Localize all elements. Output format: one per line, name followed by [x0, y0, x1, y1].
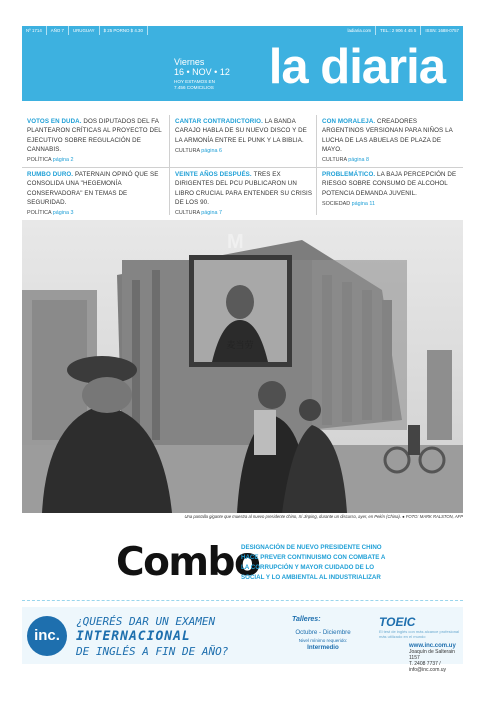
phone-label: TEL.: 2 906 4 45 5 [376, 26, 421, 35]
edition-number: Nº 1714 [22, 26, 47, 35]
masthead [22, 35, 463, 101]
screen-sign-text: 麦当劳 [226, 340, 254, 350]
newspaper-logo[interactable]: la diaria [268, 40, 445, 94]
teaser-1[interactable] [27, 117, 165, 163]
main-deck: DESIGNACIÓN DE NUEVO PRESIDENTE CHINO HACE PREVER CONTINUISMO CON COMBATE A LA CORRUPCIÓN Y MAYOR CUIDADO DE LO SOCIAL Y LO AMBIENTAL AL INDUSTRIALIZAR [241, 544, 386, 581]
issue-day: Viernes [174, 57, 205, 67]
teaser-page: página 11 [351, 200, 375, 207]
teaser-headline: RUMBO DURO. [27, 171, 74, 178]
ad-phone: T. 2408 7737 / info@inc.com.uy [409, 661, 447, 673]
masthead-note-2: 7.456 COMICILIOS [174, 85, 214, 90]
workshops-info [288, 629, 358, 652]
teaser-page: página 2 [52, 157, 74, 164]
teaser-section: CULTURA [175, 147, 200, 154]
teaser-headline: CANTAR CONTRADICTORIO. [175, 118, 263, 125]
ad-line-3: DE INGLÉS A FIN DE AÑO? [76, 645, 229, 658]
ad-line-1: ¿QUERÉS DAR UN EXAMEN [76, 615, 216, 628]
ad-website[interactable]: www.inc.com.uy [409, 643, 456, 649]
teaser-section: POLÍTICA [27, 157, 52, 164]
teaser-headline: CON MORALEJA. [322, 118, 376, 125]
advertisement[interactable] [22, 607, 463, 673]
teaser-divider [22, 167, 463, 168]
country-label: URUGUAY [69, 26, 100, 35]
column-divider [316, 115, 317, 215]
teaser-4[interactable] [27, 170, 165, 216]
teaser-section: CULTURA [322, 157, 347, 164]
website-link[interactable]: ladiaria.com [344, 26, 377, 35]
teaser-body: LA BAJA PERCEPCIÓN DE RIESGO SOBRE CONSUMO DE ALCOHOL POTENCIA DEMANDA JUVENIL. [322, 171, 457, 197]
column-divider [169, 115, 170, 215]
teaser-body: PATERNAIN OPINÓ QUE SE CONSOLIDA UNA "HEGEMONÍA CONSERVADORA" EN TEMAS DE SEGURIDAD. [27, 171, 159, 206]
workshops-title: Talleres: [292, 616, 321, 623]
issue-date: 16 • NOV • 12 [174, 67, 230, 77]
year-label: AÑO 7 [47, 26, 69, 35]
teaser-body: CREADORES ARGENTINOS VERSIONAN PARA NIÑOS LA LUCHA DE LAS ABUELAS DE PLAZA DE MAYO. [322, 118, 453, 153]
top-info-bar [22, 26, 463, 35]
teaser-page: página 7 [201, 210, 222, 217]
price-label: $ 25 PORNO $ 4.30 [100, 26, 148, 35]
teaser-3[interactable] [322, 117, 460, 163]
ad-line-2: INTERNACIONAL [76, 629, 191, 644]
workshops-level-label: Nivel mínimo requerido: [298, 637, 348, 643]
inc-logo: inc. [27, 616, 67, 656]
teaser-6[interactable] [322, 170, 460, 207]
main-headline[interactable]: Combo [116, 540, 260, 585]
teaser-headline: VEINTE AÑOS DESPUÉS. [175, 171, 252, 178]
teaser-2[interactable] [175, 117, 313, 154]
teaser-section: SOCIEDAD [322, 200, 351, 207]
workshops-months: Octubre - Diciembre [295, 629, 351, 636]
ad-divider [22, 600, 463, 601]
toeic-tagline: El test de inglés con más alcance profesional más utilizado en el mundo [379, 629, 460, 639]
toeic-logo: TOEIC [379, 615, 416, 629]
teaser-body: LA BANDA CARAJO HABLA DE SU NUEVO DISCO Y DE LA ARMONÍA ENTRE EL PUNK Y LA BIBLIA. [175, 118, 307, 144]
lead-photo-image [22, 220, 463, 513]
teaser-body: TRES EX DIRIGENTES DEL PCU PUBLICARON UN LIBRO CRUCIAL PARA ENTENDER SU CRISIS DE LOS 90. [175, 171, 313, 206]
teaser-body: DOS DIPUTADOS DEL FA PLANTEARON CRÍTICAS AL PROYECTO DEL EJECUTIVO SOBRE REGULACIÓN DE CANNABIS. [27, 118, 162, 153]
workshops-level: Intermedio [307, 644, 339, 652]
lead-photo [22, 220, 463, 513]
teaser-headline: VOTOS EN DUDA. [27, 118, 82, 125]
ad-contact [409, 643, 463, 673]
issn-label: ISSN: 1688-0757 [425, 28, 459, 33]
teaser-headline: PROBLEMÁTICO. [322, 171, 376, 178]
photo-caption: Una pantalla gigante que muestra al nuevo presidente chino, Xi Jinping, durante un discurso, ayer, en Pekín (China). ● FOTO: MARK RALSTON, AFP [184, 514, 463, 519]
teaser-page: página 6 [201, 147, 222, 154]
masthead-note-1: HOY ESTAMOS EN [174, 79, 215, 84]
teaser-page: página 3 [52, 210, 74, 217]
svg-text:M: M [227, 231, 244, 253]
teaser-page: página 8 [348, 157, 369, 164]
ad-address: Joaquín de Salterain 1157 [409, 649, 455, 661]
teaser-section: CULTURA [175, 210, 200, 217]
teaser-section: POLÍTICA [27, 210, 52, 217]
teaser-5[interactable] [175, 170, 313, 216]
